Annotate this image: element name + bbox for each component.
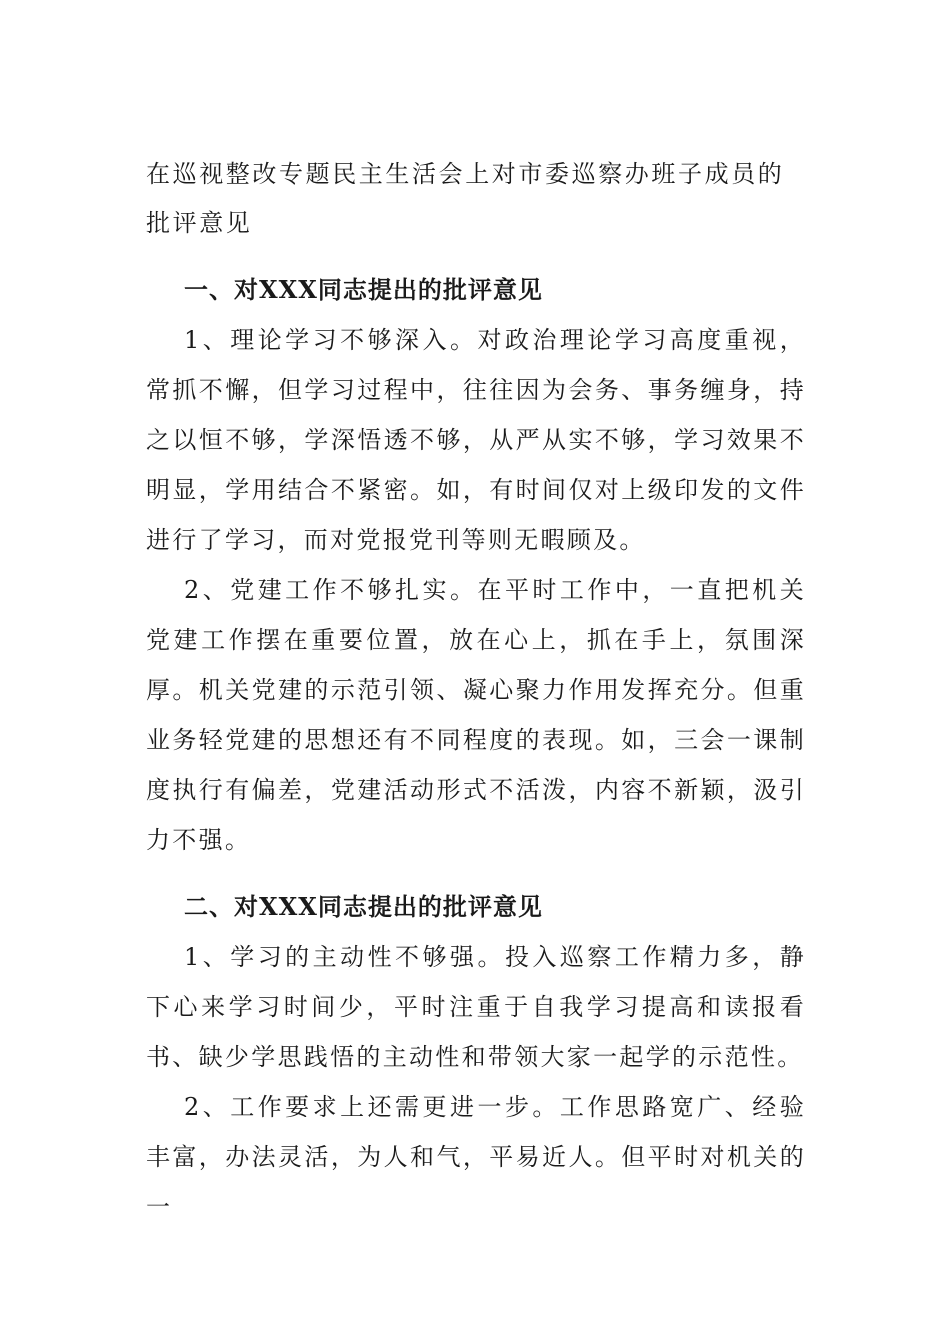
document-body bbox=[146, 150, 806, 1232]
paragraph: 2、党建工作不够扎实。在平时工作中，一直把机关党建工作摆在重要位置，放在心上，抓在手上，氛围深厚。机关党建的示范引领、凝心聚力作用发挥充分。但重业务轻党建的思想还有不同程度的表现。如，三会一课制度执行有偏差，党建活动形式不活泼，内容不新颖，汲引力不强。 bbox=[146, 576, 806, 854]
document-title: 在巡视整改专题民主生活会上对市委巡察办班子成员的批评意见 bbox=[146, 160, 785, 237]
paragraph: 1、学习的主动性不够强。投入巡察工作精力多，静下心来学习时间少，平时注重于自我学习提高和读报看书、缺少学思践悟的主动性和带领大家一起学的示范性。 bbox=[146, 943, 806, 1071]
section-heading: 二、对XXX同志提出的批评意见 bbox=[184, 892, 543, 921]
paragraph: 2、工作要求上还需更进一步。工作思路宽广、经验丰富，办法灵活，为人和气，平易近人。但平时对机关的一 bbox=[146, 1093, 806, 1221]
section-heading: 一、对XXX同志提出的批评意见 bbox=[184, 275, 543, 304]
paragraph: 1、理论学习不够深入。对政治理论学习高度重视，常抓不懈，但学习过程中，往往因为会务、事务缠身，持之以恒不够，学深悟透不够，从严从实不够，学习效果不明显，学用结合不紧密。如，有时间仅对上级印发的文件进行了学习，而对党报党刊等则无暇顾及。 bbox=[146, 326, 806, 554]
